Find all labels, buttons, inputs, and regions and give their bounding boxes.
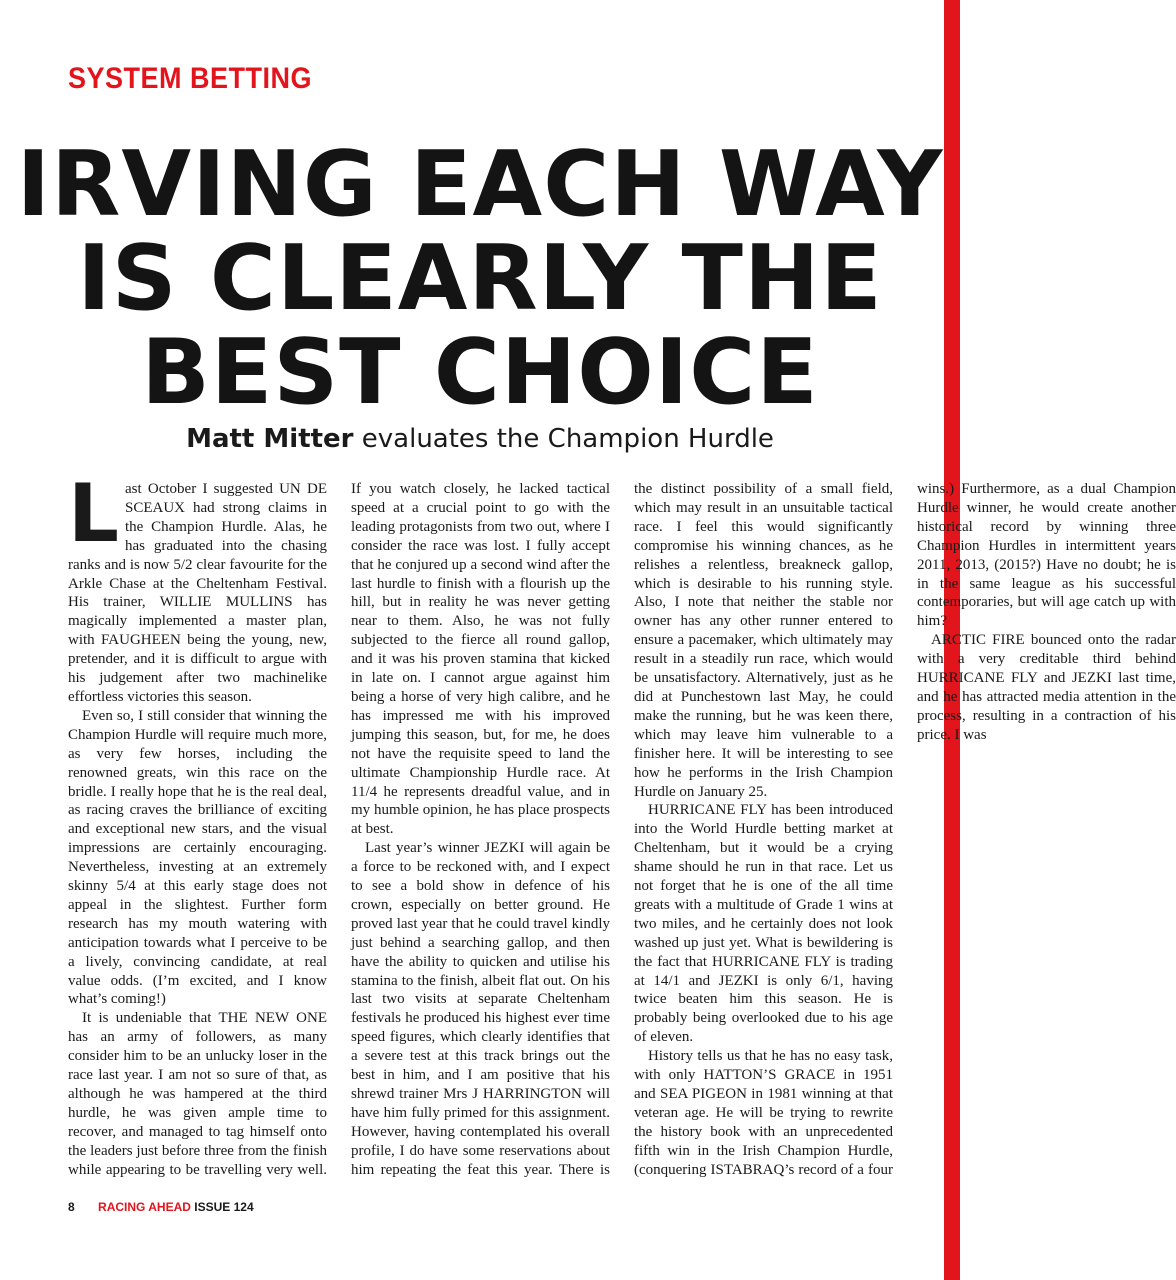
article-paragraph: Even so, I still consider that winning the Champion Hurdle will require much more, as very few horses, including the renowned greats, win this race on the bridle. I really hope that he is the real deal, as racing craves the brilliance of exciting and exceptional new stars, and the visual impressions are certainly encouraging. Nevertheless, investing at an extremely skinny 5/4 at this early stage does not appeal in the slightest. Further form research has my mouth watering with anticipation towards what I perceive to be a lively, convincing candidate, at real value odds. (I’m excited, and I know what’s coming!) [68, 707, 327, 1008]
headline [0, 132, 960, 425]
headline-line-2: IS CLEARLY THE [77, 226, 883, 331]
page-number: 8 [68, 1200, 75, 1214]
headline-line-1: IRVING EACH WAY [16, 132, 944, 237]
author-name: Matt Mitter [186, 424, 354, 454]
drop-cap: L [68, 467, 119, 560]
article-paragraph: HURRICANE FLY has been introduced into the World Hurdle betting market at Cheltenham, but it would be a crying shame should he run in that race. Let us not forget that he is one of the all time greats with a multitude of Grade 1 wins at two miles, and he certainly does not look washed up just yet. What is bewildering is the fact that HURRICANE FLY is trading at 14/1 and JEZKI is only 6/1, having twice beaten him this season. He is probably being overlooked due to his age of eleven. [634, 802, 893, 1046]
article-body [68, 467, 1176, 1190]
article-paragraph [68, 467, 327, 707]
article-paragraph: It is undeniable that THE NEW ONE has an army of followers, as many consider him to be an unlucky loser in the race last year. I am not so sure of that, as although he was hampered at the third hurdle, he was given ample time to recover, and managed to tag himself onto the leaders just before three from the finish while appearing to be travelling very well. If you watch closely, he lacked tactical speed at a crucial point to go with the leading protagonists from two out, where I consider the race was lost. I fully accept that he conjured up a second wind after the last hurdle to finish with a flourish up the hill, but in reality he was never getting near to them. Also, he was not fully subjected to the fierce all round gallop, and it was his proven stamina that kicked in late on. I cannot argue against him being a horse of very high calibre, and he has impressed me with his improved jumping this season, but, for me, he does not have the requisite speed to land the ultimate Championship Hurdle race. At 11/4 he represents dreadful value, and in my humble opinion, he has place prospects at best. [68, 481, 610, 1178]
page-footer [68, 1200, 254, 1214]
issue-number: ISSUE 124 [194, 1200, 254, 1214]
standfirst-text: evaluates the Champion Hurdle [361, 424, 774, 454]
section-label: SYSTEM BETTING [68, 62, 313, 95]
paragraph-text: ast October I suggested UN DE SCEAUX had strong claims in the Champion Hurdle. Alas, he has graduated into the chasing ranks and is now 5/2 clear favourite for the Arkle Chase at the Cheltenham Festival. His trainer, WILLIE MULLINS has magically implemented a master plan, with FAUGHEEN being the young, new, pretender, and it is difficult to argue with his judgement after two machinelike effortless victories this season. [68, 481, 327, 705]
headline-line-3: BEST CHOICE [141, 320, 819, 425]
article-paragraph: Last year’s winner JEZKI will again be a force to be reckoned with, and I expect to see a bold show in defence of his crown, especially on better ground. He proved last year that he could travel kindly just behind a searching gallop, and then have the ability to quicken and utilise his stamina to the finish, albeit flat out. On his last two visits at separate Cheltenham festivals he produced his highest ever time speed figures, which clearly identifies that a severe test at this track brings out the best in him, and I am positive that his shrewd trainer Mrs J HARRINGTON will have him fully primed for this assignment. However, having contemplated his overall profile, I do have some reservations about him repeating the feat this year. There is the distinct possibility of a small field, which may result in an unsuitable tactical race. I feel this would significantly compromise his winning chances, as he relishes a relentless, breakneck gallop, which is desirable to his running style. Also, I note that neither the stable nor owner has any other runner entered to ensure a pacemaker, which ultimately may result in a steadily run race, which would be unsatisfactory. Alternatively, just as he did at Punchestown last May, he could make the running, but he was keen there, which may leave him vulnerable to a finisher here. It will be interesting to see how he performs in the Irish Champion Hurdle on January 25. [351, 481, 893, 1178]
magazine-name: RACING AHEAD [98, 1200, 191, 1214]
standfirst [0, 424, 960, 454]
article-paragraph: History tells us that he has no easy task, with only HATTON’S GRACE in 1951 and SEA PIGEON in 1981 winning at that veteran age. He will be trying to rewrite the history book with an unprecedented fifth win in the Irish Champion Hurdle, (conquering ISTABRAQ’s record of a four wins.) Furthermore, as a dual Champion Hurdle winner, he would create another historical record by winning three Champion Hurdles in intermittent years 2011, 2013, (2015?) Have no doubt; he is in the same league as his successful contemporaries, but will age catch up with him? [634, 481, 1176, 1178]
article-paragraph: ARCTIC FIRE bounced onto the radar with a very creditable third behind HURRICANE FLY and JEZKI last time, and he has attracted media attention in the process, resulting in a contraction of his price. I was [917, 632, 1176, 743]
